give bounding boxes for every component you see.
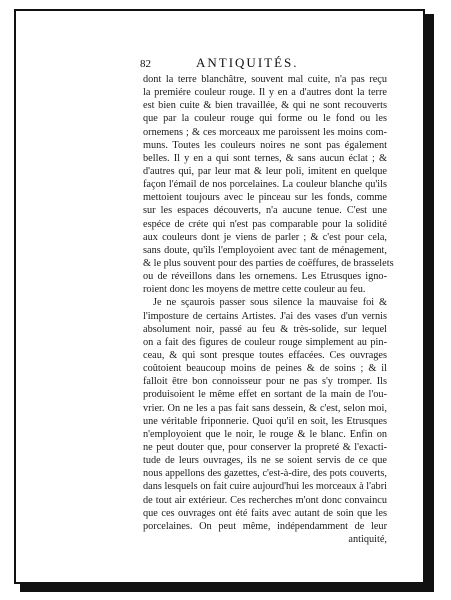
text-line: ou de réveillons dans les ornemens. Les Etrusques igno- xyxy=(143,271,387,283)
text-line: Je ne sçaurois passer sous silence la mauvaise foi & xyxy=(153,297,387,309)
text-line: produisoient le même effet en sortant de la main de l'ou- xyxy=(143,389,387,401)
page-number: 82 xyxy=(140,58,151,70)
text-line: espéce de créte qui n'est pas comparable pour la solidité xyxy=(143,218,387,230)
text-line: antiquité, xyxy=(348,533,387,545)
text-line: que par la couleur rouge qui forme ou le fond ou les xyxy=(143,113,387,125)
body-text xyxy=(143,73,394,546)
text-line: d'autres qui, par leur mat & leur poli, imitent en quelque xyxy=(143,165,387,177)
text-line: une véritable friponnerie. Quoi qu'il en soit, les Etrusques xyxy=(143,415,387,427)
running-head: ANTIQUITÉS. xyxy=(196,55,299,70)
text-line: belles. Il y en a qui sont ternes, & sans aucun éclat ; & xyxy=(143,152,387,164)
text-line: nous appellons des gazettes, c'est-à-dire, des pots couverts, xyxy=(143,468,387,480)
text-line: absolument noir, passé au feu & très-solide, sur lequel xyxy=(143,323,387,335)
text-line: roient donc les moyens de mettre cette couleur au feu. xyxy=(143,284,366,296)
text-line: sans doute, qu'ils l'employoient avec tant de ménagement, xyxy=(143,244,387,256)
text-line: on a fait des figures de couleur rouge simplement au pin- xyxy=(143,336,387,348)
text-line: aux couleurs dont je viens de parler ; & c'est pour cela, xyxy=(143,231,387,243)
text-line: ceau, & qui sont presque toutes effacées. Ces ouvrages xyxy=(143,349,387,361)
text-line: coûtoient beaucoup moins de peines & de soins ; & il xyxy=(143,363,387,375)
text-line: que ces ouvrages ont été faits avec autant de soin que les xyxy=(143,507,387,519)
text-line: l'imposture de certains Artistes. J'ai des vases d'un vernis xyxy=(143,310,387,322)
text-line: façon l'émail de nos porcelaines. La couleur blanche qu'ils xyxy=(143,179,387,191)
text-line: falloit être bon connoisseur pour ne pas s'y tromper. Ils xyxy=(143,376,387,388)
text-line: vrier. On ne les a pas fait sans dessein, & c'est, selon moi, xyxy=(143,402,387,414)
text-line: n'employoient que le noir, le rouge & le blanc. Enfin on xyxy=(143,428,387,440)
text-line: dans lesquels on fait cuire aujourd'hui les morceaux à l'abri xyxy=(143,481,387,493)
text-line: de tout air extérieur. Ces recherches m'ont donc convaincu xyxy=(143,494,387,506)
text-line: ornemens ; & ces morceaux me paroissent les moins com- xyxy=(143,126,387,138)
text-line: est bien cuite & bien travaillée, & qui ne sont recouverts xyxy=(143,100,387,112)
text-line: dont la terre blanchâtre, souvent mal cuite, n'a pas reçu xyxy=(143,74,387,85)
text-line: muns. Toutes les couleurs noires ne sont pas également xyxy=(143,139,387,151)
text-line: ne peut douter que, pour conserver la propreté & l'exacti- xyxy=(143,441,387,453)
text-line: tude de leurs ouvrages, ils ne se soient servis de ce que xyxy=(143,455,387,467)
text-line: la premiére couleur rouge. Il y en a d'autres dont la terre xyxy=(143,87,387,99)
page-shadow-bottom xyxy=(20,584,434,592)
page-shadow-right xyxy=(425,14,434,588)
text-line: sur les espaces découverts, n'a aucune tenue. C'est une xyxy=(143,205,387,217)
text-line: & le plus souvent pour des parties de coëffures, de brasselets xyxy=(143,257,394,269)
text-line: mettoient toujours avec le pinceau sur les fonds, comme xyxy=(143,192,387,204)
text-line: porcelaines. On peut même, indépendamment de leur xyxy=(143,520,387,532)
